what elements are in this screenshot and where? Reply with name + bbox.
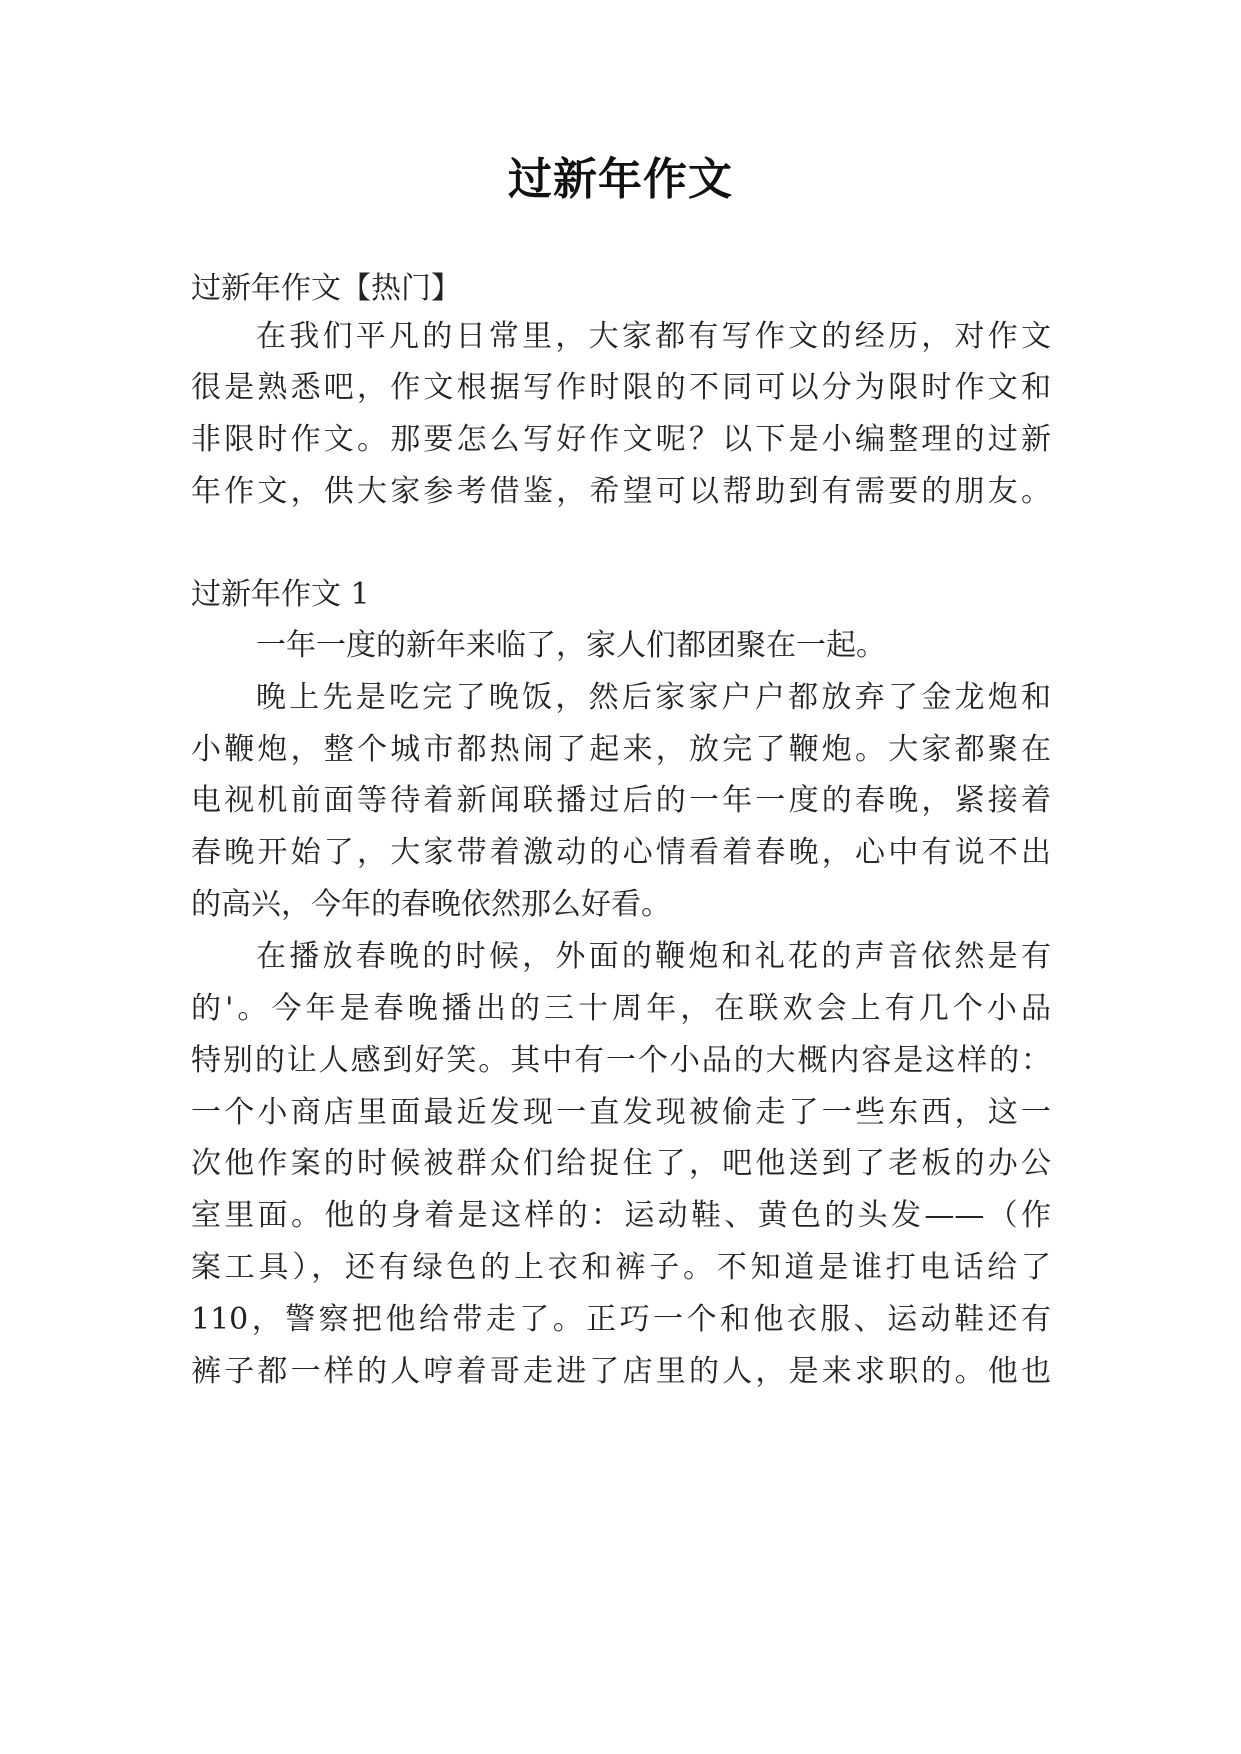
body-line: 电视机前面等待着新闻联播过后的一年一度的春晚，紧接着 [191, 783, 1051, 818]
body-line: 室里面。他的身着是这样的：运动鞋、黄色的头发——（作 [191, 1198, 1051, 1233]
body-line: 次他作案的时候被群众们给捉住了，吧他送到了老板的办公 [191, 1146, 1051, 1181]
body-line: 的高兴，今年的春晚依然那么好看。 [191, 887, 671, 922]
body-line: 晚上先是吃完了晚饭，然后家家户户都放弃了金龙炮和 [256, 680, 1051, 715]
body-line: 裤子都一样的人哼着哥走进了店里的人，是来求职的。他也 [191, 1354, 1051, 1389]
body-line: 案工具），还有绿色的上衣和裤子。不知道是谁打电话给了 [191, 1250, 1051, 1285]
body-line: 一个小商店里面最近发现一直发现被偷走了一些东西，这一 [191, 1095, 1051, 1130]
intro-line: 在我们平凡的日常里，大家都有写作文的经历，对作文 [256, 319, 1051, 354]
body-line: 在播放春晚的时候，外面的鞭炮和礼花的声音依然是有 [256, 939, 1051, 974]
body-line: 小鞭炮，整个城市都热闹了起来，放完了鞭炮。大家都聚在 [191, 732, 1051, 767]
body-line: 一年一度的新年来临了，家人们都团聚在一起。 [256, 628, 886, 663]
body-line: 的'。今年是春晚播出的三十周年，在联欢会上有几个小品 [191, 991, 1051, 1026]
subtitle-heading: 过新年作文【热门】 [191, 271, 461, 306]
body-line: 110，警察把他给带走了。正巧一个和他衣服、运动鞋还有 [191, 1302, 1051, 1337]
body-line: 特别的让人感到好笑。其中有一个小品的大概内容是这样的： [191, 1043, 1051, 1078]
document-title: 过新年作文 [508, 154, 733, 205]
body-line: 春晚开始了，大家带着激动的心情看着春晚，心中有说不出 [191, 835, 1051, 870]
intro-line: 年作文，供大家参考借鉴，希望可以帮助到有需要的朋友。 [191, 474, 1051, 509]
intro-line: 非限时作文。那要怎么写好作文呢？以下是小编整理的过新 [191, 422, 1051, 457]
section-heading: 过新年作文 1 [191, 577, 370, 612]
intro-line: 很是熟悉吧，作文根据写作时限的不同可以分为限时作文和 [191, 370, 1051, 405]
